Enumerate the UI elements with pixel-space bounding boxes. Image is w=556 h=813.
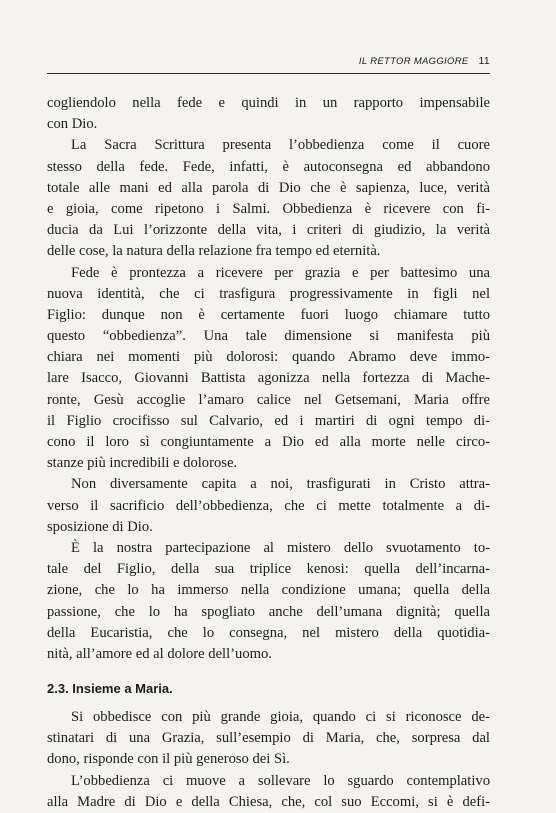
- text-line: stanze più incredibili e dolorose.: [47, 455, 238, 472]
- text-line: ducia da Lui l’orizzonte della vita, i criteri di giudizio, la verità: [47, 222, 490, 239]
- text-line: questo “obbedienza”. Una tale dimensione si manifesta più: [47, 328, 490, 345]
- text-line: dono, risponde con il più generoso dei Sì.: [47, 751, 290, 768]
- text-line: cogliendolo nella fede e quindi in un rapporto impensabile: [47, 95, 490, 111]
- body-text: [47, 93, 490, 813]
- text-line: totale alle mani ed alla parola di Dio che è sapienza, luce, verità: [47, 179, 490, 196]
- section-heading: 2.3. Insieme a Maria.: [47, 681, 173, 697]
- text-line: zione, che lo ha immerso nella condizione umana; quella della: [47, 582, 490, 599]
- paragraph: [47, 771, 490, 813]
- running-title: IL RETTOR MAGGIORE: [358, 56, 469, 67]
- text-line: Non diversamente capita a noi, trasfigurati in Cristo attra-: [71, 476, 490, 493]
- text-line: È la nostra partecipazione al mistero dello svuotamento to-: [71, 539, 490, 556]
- text-line: sposizione di Dio.: [47, 518, 153, 535]
- text-line: La Sacra Scrittura presenta l’obbedienza come il cuore: [71, 137, 490, 154]
- text-line: della Eucaristia, che lo consegna, nel mistero della quotidia-: [47, 624, 490, 641]
- text-line: nuova identità, che ci trasfigura progressivamente in figli nel: [47, 285, 490, 302]
- page-header: [47, 55, 490, 73]
- text-line: cono il loro sì congiuntamente a Dio ed alla morte nelle circo-: [47, 434, 490, 450]
- text-line: il Figlio crocifisso sul Calvario, ed i martiri di ogni tempo di-: [47, 412, 490, 429]
- text-line: L’obbedienza ci muove a sollevare lo sguardo contemplativo: [71, 772, 490, 789]
- text-line: con Dio.: [47, 116, 98, 133]
- paragraph: [47, 93, 490, 135]
- text-line: Figlio: dunque non è certamente fuori luogo chiamare tutto: [47, 306, 490, 323]
- header-rule: [47, 73, 490, 74]
- text-line: chiara nei momenti più dolorosi: quando Abramo deve immo-: [47, 349, 490, 366]
- running-head: [359, 55, 490, 67]
- text-line: delle cose, la natura della relazione fra tempo ed eternità.: [47, 243, 381, 260]
- paragraph: [47, 135, 490, 262]
- text-line: e gioia, come ripetono i Salmi. Obbedienza è ricevere con fi-: [47, 200, 490, 217]
- text-line: ronte, Gesù accoglie l’amaro calice nel Getsemani, Maria offre: [47, 391, 490, 408]
- page-number: 11: [478, 55, 490, 67]
- text-line: verso il sacrificio dell’obbedienza, che ci mette totalmente a di-: [47, 497, 490, 514]
- text-line: Si obbedisce con più grande gioia, quando ci si riconosce de-: [71, 709, 490, 726]
- text-line: passione, che lo ha spogliato anche dell’umana dignità; quella: [47, 603, 490, 620]
- paragraph: [47, 538, 490, 665]
- text-line: stinatari di una Grazia, sull’esempio di Maria, che, sorpresa dal: [47, 730, 490, 747]
- text-line: alla Madre di Dio e della Chiesa, che, col suo Eccomi, si è defi-: [47, 793, 490, 810]
- text-line: stesso della fede. Fede, infatti, è autoconsegna ed abbandono: [47, 158, 490, 175]
- paragraph: [47, 707, 490, 771]
- text-line: Fede è prontezza a ricevere per grazia e per battesimo una: [71, 264, 490, 281]
- paragraph: [47, 263, 490, 475]
- text-line: lare Isacco, Giovanni Battista agonizza nella fortezza di Mache-: [47, 370, 490, 387]
- paragraph: [47, 474, 490, 538]
- text-line: nità, all’amore ed al dolore dell’uomo.: [47, 645, 272, 662]
- text-line: tale del Figlio, della sua triplice kenosi: quella dell’incarna-: [47, 561, 490, 578]
